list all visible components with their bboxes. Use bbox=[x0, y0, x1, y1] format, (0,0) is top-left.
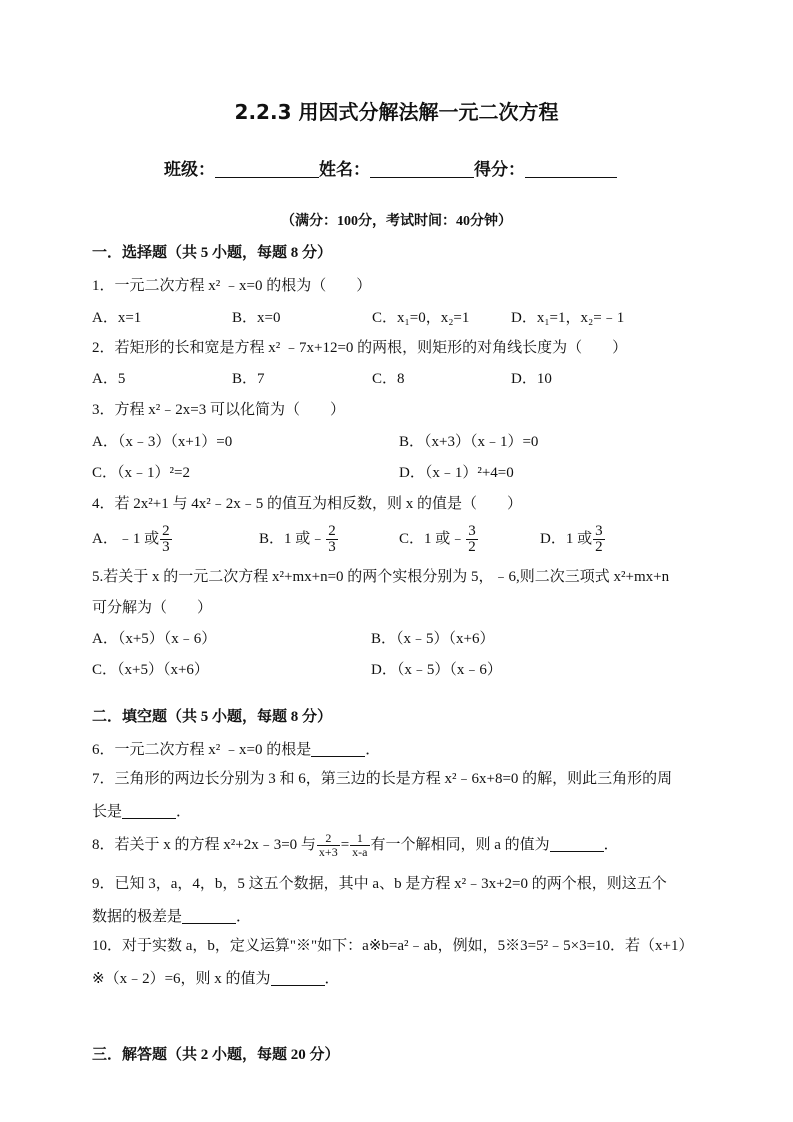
q3-option-b: B．（x+3）（x﹣1）=0 bbox=[399, 434, 539, 450]
section3-heading: 三．解答题（共 2 小题，每题 20 分） bbox=[92, 1047, 340, 1063]
q2-option-b: B．7 bbox=[232, 371, 265, 387]
q5-option-b: B．（x﹣5）（x+6） bbox=[371, 631, 495, 647]
q6-text: 6．一元二次方程 x² ﹣x=0 的根是 bbox=[92, 742, 312, 758]
class-blank[interactable] bbox=[215, 159, 319, 178]
q1-option-c: C．x₁=0，x₂=1 bbox=[372, 310, 470, 326]
page-title: 2.2.3 用因式分解法解一元二次方程 bbox=[234, 100, 559, 124]
q2-option-c: C．8 bbox=[372, 371, 405, 387]
q4-c-fraction bbox=[466, 524, 478, 555]
q9-end: ． bbox=[236, 909, 252, 925]
q4-option-c bbox=[399, 524, 479, 555]
q5-stem-line2: 可分解为（ ） bbox=[92, 600, 213, 616]
q4-a-fraction bbox=[160, 524, 172, 555]
q10-line1: 10．对于实数 a，b，定义运算"※"如下：a※b=a²﹣ab，例如，5※3=5²﹣5×3=10．若（x+1） bbox=[92, 938, 694, 954]
q7-text: 长是 bbox=[92, 804, 123, 820]
q10-answer-blank[interactable] bbox=[271, 967, 325, 986]
q4-d-prefix: D．1 或 bbox=[540, 531, 593, 547]
q8-middle: 有一个解相同，则 a 的值为 bbox=[370, 837, 550, 853]
q2-option-a: A．5 bbox=[92, 371, 126, 387]
q4-c-den: 2 bbox=[468, 539, 476, 556]
q8-fraction-2 bbox=[350, 832, 369, 859]
q3-stem: 3．方程 x²﹣2x=3 可以化简为（ ） bbox=[92, 402, 345, 418]
q7-line2 bbox=[92, 800, 191, 822]
q1-stem: 1．一元二次方程 x² ﹣x=0 的根为（ ） bbox=[92, 278, 372, 294]
q4-b-prefix: B．1 或﹣ bbox=[259, 531, 326, 547]
q10-line2 bbox=[92, 967, 340, 989]
q4-a-den: 3 bbox=[162, 539, 170, 556]
q6-end: ． bbox=[365, 742, 381, 758]
q7-end: ． bbox=[176, 804, 192, 820]
q4-b-fraction bbox=[326, 524, 338, 555]
q8 bbox=[92, 828, 619, 862]
q4-option-b bbox=[259, 524, 339, 555]
q8-f2-num: 1 bbox=[356, 831, 363, 846]
q8-f2-den: x-a bbox=[352, 845, 368, 860]
q4-a-prefix: A．﹣1 或 bbox=[92, 531, 160, 547]
q9-text: 数据的极差是 bbox=[92, 909, 183, 925]
q4-stem: 4．若 2x²+1 与 4x²﹣2x﹣5 的值互为相反数，则 x 的值是（ ） bbox=[92, 496, 522, 512]
q9-line1: 9．已知 3，a，4，b，5 这五个数据，其中 a、b 是方程 x²﹣3x+2=0 的两个根，则这五个 bbox=[92, 876, 667, 892]
q10-text: ※（x﹣2）=6，则 x 的值为 bbox=[92, 971, 271, 987]
q4-c-prefix: C．1 或﹣ bbox=[399, 531, 466, 547]
student-info-line bbox=[164, 158, 617, 182]
section1-heading: 一．选择题（共 5 小题，每题 8 分） bbox=[92, 245, 333, 261]
q4-a-num: 2 bbox=[162, 523, 170, 540]
class-label: 班级： bbox=[164, 160, 215, 180]
q9-line2 bbox=[92, 905, 251, 927]
q8-f1-den: x+3 bbox=[318, 845, 338, 860]
q1-option-d: D．x₁=1，x₂=﹣1 bbox=[511, 310, 625, 326]
q4-option-d bbox=[540, 524, 606, 555]
q8-fraction-1 bbox=[317, 832, 340, 859]
q7-answer-blank[interactable] bbox=[122, 800, 176, 819]
q8-text: 8．若关于 x 的方程 x²+2x﹣3=0 与 bbox=[92, 837, 316, 853]
q3-option-c: C．（x﹣1）²=2 bbox=[92, 465, 190, 481]
q6-answer-blank[interactable] bbox=[311, 738, 365, 757]
score-blank[interactable] bbox=[525, 159, 617, 178]
q5-option-a: A．（x+5）（x﹣6） bbox=[92, 631, 217, 647]
exam-note: （满分：100分，考试时间：40分钟） bbox=[281, 214, 512, 229]
q7-line1: 7．三角形的两边长分别为 3 和 6，第三边的长是方程 x²﹣6x+8=0 的解，则此三角形的周 bbox=[92, 771, 673, 787]
q4-d-fraction bbox=[593, 524, 605, 555]
name-label: 姓名： bbox=[319, 160, 370, 180]
q5-stem-line1: 5.若关于 x 的一元二次方程 x²+mx+n=0 的两个实根分别为 5，﹣6,则二次三项式 x²+mx+n bbox=[92, 569, 670, 585]
q2-option-d: D．10 bbox=[511, 371, 552, 387]
q4-d-num: 3 bbox=[595, 523, 603, 540]
q8-end: ． bbox=[603, 837, 619, 853]
q4-d-den: 2 bbox=[595, 539, 603, 556]
q5-option-c: C．（x+5）（x+6） bbox=[92, 662, 209, 678]
q1-option-a: A．x=1 bbox=[92, 310, 142, 326]
q4-option-a bbox=[92, 524, 173, 555]
name-blank[interactable] bbox=[370, 159, 474, 178]
q2-stem: 2．若矩形的长和宽是方程 x² ﹣7x+12=0 的两根，则矩形的对角线长度为（ ） bbox=[92, 340, 628, 356]
q4-c-num: 3 bbox=[468, 523, 476, 540]
q3-option-d: D．（x﹣1）²+4=0 bbox=[399, 465, 514, 481]
score-label: 得分： bbox=[474, 160, 525, 180]
q3-option-a: A．（x﹣3）（x+1）=0 bbox=[92, 434, 233, 450]
q5-option-d: D．（x﹣5）（x﹣6） bbox=[371, 662, 502, 678]
q8-answer-blank[interactable] bbox=[550, 833, 604, 852]
q6 bbox=[92, 738, 380, 760]
section2-heading: 二．填空题（共 5 小题，每题 8 分） bbox=[92, 709, 333, 725]
q4-b-den: 3 bbox=[328, 539, 336, 556]
q10-end: ． bbox=[324, 971, 340, 987]
q1-option-b: B．x=0 bbox=[232, 310, 281, 326]
q8-f1-num: 2 bbox=[325, 831, 332, 846]
q8-equals: = bbox=[340, 837, 350, 853]
q9-answer-blank[interactable] bbox=[182, 905, 236, 924]
q4-b-num: 2 bbox=[328, 523, 336, 540]
